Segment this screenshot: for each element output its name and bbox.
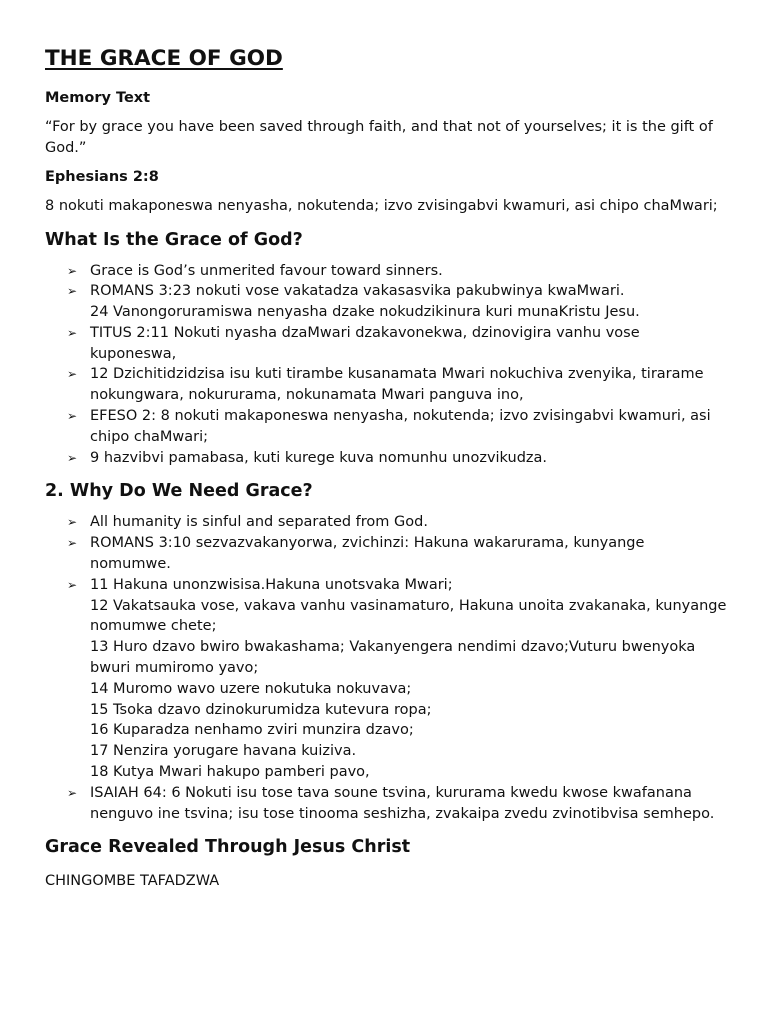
section-heading: What Is the Grace of God? [45,229,303,250]
bullet-list [45,512,728,824]
document-sections [45,228,728,860]
arrowhead-bullet-icon: ➢ [67,263,78,278]
arrowhead-bullet-icon: ➢ [67,325,78,340]
bullet-list [45,261,728,469]
list-item-line: All humanity is sinful and separated from God. [90,514,428,531]
arrowhead-bullet-icon: ➢ [67,515,78,530]
list-item [67,448,728,469]
arrowhead-bullet-icon: ➢ [67,536,78,551]
memory-quote: “For by grace you have been saved through faith, and that not of yourselves; it is the gift of God.” [45,119,713,156]
list-item-line: ISAIAH 64: 6 Nokuti isu tose tava soune tsvina, kururama kwedu kwose kwafanana nenguvo ine tsvina; isu tose tinooma seshizha, zvakaipa zvedu zvinotibvisa semhepo. [90,784,715,822]
list-item [67,261,728,282]
author-name: CHINGOMBE TAFADZWA [45,873,220,890]
document-title: THE GRACE OF GOD [45,46,283,71]
list-item-line: 12 Dzichitidzidzisa isu kuti tirambe kusanamata Mwari nokuchiva zvenyika, tirarame nokungwara, nokururama, nokunamata Mwari panguva ino, [90,366,704,404]
list-item [67,575,728,783]
list-item-line: 12 Vakatsauka vose, vakava vanhu vasinamaturo, Hakuna unoita zvakanaka, kunyange nomumwe chete; [90,597,727,635]
arrowhead-bullet-icon: ➢ [67,284,78,299]
section-heading: Grace Revealed Through Jesus Christ [45,837,411,858]
list-item-line: 14 Muromo wavo uzere nokutuka nokuvava; [90,680,412,697]
list-item [67,281,728,323]
arrowhead-bullet-icon: ➢ [67,577,78,592]
arrowhead-bullet-icon: ➢ [67,785,78,800]
list-item-line: Grace is God’s unmerited favour toward sinners. [90,262,443,279]
list-item-line: EFESO 2: 8 nokuti makaponeswa nenyasha, nokutenda; izvo zvisingabvi kwamuri, asi chipo chaMwari; [90,408,711,445]
list-item [67,533,728,575]
list-item-line: TITUS 2:11 Nokuti nyasha dzaMwari dzakavonekwa, dzinovigira vanhu vose kuponeswa, [90,324,640,362]
arrowhead-bullet-icon: ➢ [67,409,78,424]
memory-text-label: Memory Text [45,90,151,106]
list-item [67,406,728,448]
list-item-line: 24 Vanongoruramiswa nenyasha dzake nokudzikinura kuri munaKristu Jesu. [90,304,640,321]
list-item-line: 9 hazvibvi pamabasa, kuti kurege kuva nomunhu unozvikudza. [90,449,547,466]
list-item-line: ROMANS 3:23 nokuti vose vakatadza vakasasvika pakubwinya kwaMwari. [90,283,625,300]
list-item-line: ROMANS 3:10 sezvazvakanyorwa, zvichinzi: Hakuna wakarurama, kunyange nomumwe. [90,535,645,573]
scripture-reference-label: Ephesians 2:8 [45,169,159,185]
list-item [67,512,728,533]
arrowhead-bullet-icon: ➢ [67,367,78,382]
list-item-line: 18 Kutya Mwari hakupo pamberi pavo, [90,764,370,781]
list-item-line: 17 Nenzira yorugare havana kuiziva. [90,743,357,760]
list-item-line: 13 Huro dzavo bwiro bwakashama; Vakanyengera nendimi dzavo;Vuturu bwenyoka bwuri mumiromo yavo; [90,639,696,677]
scripture-reference-text: 8 nokuti makaponeswa nenyasha, nokutenda; izvo zvisingabvi kwamuri, asi chipo chaMwari; [45,198,718,214]
list-item [67,783,728,825]
list-item-line: 15 Tsoka dzavo dzinokurumidza kutevura ropa; [90,701,432,718]
list-item-line: 11 Hakuna unonzwisisa.Hakuna unotsvaka Mwari; [90,576,453,593]
section-heading: 2. Why Do We Need Grace? [45,481,313,502]
list-item [67,323,728,365]
list-item [67,364,728,406]
list-item-line: 16 Kuparadza nenhamo zviri munzira dzavo; [90,722,414,739]
arrowhead-bullet-icon: ➢ [67,450,78,465]
